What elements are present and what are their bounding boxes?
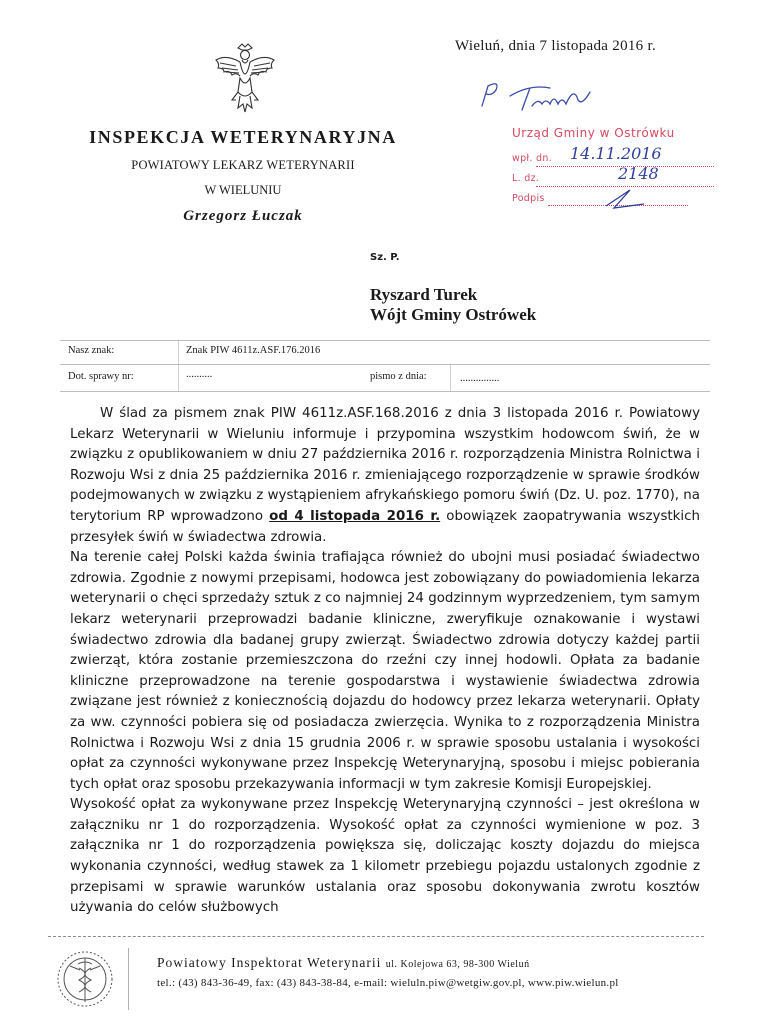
place-date: Wieluń, dnia 7 listopada 2016 r.: [455, 38, 657, 54]
case-number-value: ..........: [186, 369, 213, 380]
body-paragraph-2: Na terenie całej Polski każda świnia trafiająca również do ubojni musi posiadać świadectwo zdrowia. Zgodnie z nowymi przepisami, hodowca jest zobowiązany do powiadomienia lekarza weterynarii o chęci sprzedaży sztuk z co najmniej 24 godzinnym wyprzedzeniem, tym samym lekarz weterynarii przeprowadzi badanie kliniczne, zweryfikuje oznakowanie i wystawi świadectwo zdrowia dla badanej grupy zwierząt. Świadectwo zdrowia dotyczy każdej partii zwierząt, która zostanie przemieszczona do rzeźni czy innej hodowli. Opłata za badanie kliniczne przeprowadzone na terenie gospodarstwa i wystawienie świadectwa zdrowia związane jest również z koniecznością dojazdu do hodowcy przez lekarza weterynarii. Opłaty za ww. czynności pobiera się od posiadacza zwierzęcia. Wynika to z rozporządzenia Ministra Rolnictwa i Rozwoju Wsi z dnia 15 grudnia 2006 r. w sprawie sposobu ustalania i wysokości opłat za czynności wykonywane przez Inspekcję Weterynaryjną, sposobu i miejsc pobierania tych opłat oraz sposobu przekazywania informacji w tym zakresie Komisji Europejskiej.: [70, 550, 700, 792]
officer-name: Grzegorz Łuczak: [183, 208, 303, 224]
letter-date-label: pismo z dnia:: [370, 371, 427, 382]
recipient-salutation: Sz. P.: [370, 252, 400, 263]
reference-divider-bottom: [60, 391, 710, 392]
eagle-emblem-icon: [212, 42, 278, 114]
body-p1-text: W ślad za pismem znak PIW 4611z.ASF.168.2016 z dnia 3 listopada 2016 r. Powiatowy Lekarz Weterynarii w Wieluniu informuje i przypomina wszystkim hodowcom świń, że w związku z opublikowaniem w dniu 27 października 2016 r. rozporządzenia Ministra Rolnictwa i Rozwoju Wsi z dnia 25 października 2016 r. zmieniającego rozporządzenie w sprawie środków podejmowanych w związku z wystąpieniem afrykańskiego pomoru świń (Dz. U. poz. 1770), na terytorium RP wprowadzono: [70, 406, 700, 524]
handwritten-signature-icon: [470, 76, 610, 116]
footer-divider: [48, 936, 704, 937]
footer-contact: tel.: (43) 843-36-49, fax: (43) 843-38-84, e-mail: wieluln.piw@wetgiw.gov.pl, www.piw.wielun.pl: [157, 977, 619, 989]
body-p1-end: obowiązek zaopatrywania wszystkich przesyłek świń w świadectwa zdrowia.: [70, 508, 700, 545]
footer-address: ul. Kolejowa 63, 98-300 Wieluń: [385, 959, 530, 970]
registry-stamp: [508, 126, 720, 216]
stamp-initials-icon: [600, 186, 650, 212]
stamp-number-value: 2148: [618, 164, 659, 183]
reference-divider-mid: [60, 364, 710, 365]
our-ref-label: Nasz znak:: [68, 345, 115, 356]
footer-org-name: Powiatowy Inspektorat Weterynarii: [157, 955, 382, 970]
letter-body: [70, 404, 700, 919]
reference-divider-v1: [178, 341, 179, 391]
recipient-title: Wójt Gminy Ostrówek: [370, 305, 537, 324]
stamp-signature-label: Podpis: [512, 193, 545, 204]
stamp-number-label: L. dz.: [512, 173, 540, 184]
body-p1-emphasis: od 4 listopada 2016 r.: [269, 508, 441, 524]
veterinary-caduceus-icon: [52, 948, 118, 1010]
letter-date-value: ...............: [460, 373, 500, 384]
case-number-label: Dot. sprawy nr:: [68, 371, 134, 382]
our-ref-value: Znak PIW 4611z.ASF.176.2016: [186, 345, 321, 356]
body-paragraph-3: Wysokość opłat za wykonywane przez Inspekcję Weterynaryjną czynności – jest określona w załączniku nr 1 do rozporządzenia. Wysokość opłat za czynności wymienione w poz. 3 załącznika nr 1 do rozporządzenia powiększa się, doliczając koszty dojazdu do miejsca wykonania czynności, według stawek za 1 kilometr przebiegu pojazdu ustalonych zgodnie z przepisami w sprawie warunków ustalania oraz sposobu dokonywania zwrotu kosztów używania do celów służbowych: [70, 797, 700, 916]
reference-divider-top: [60, 340, 710, 341]
recipient-name: Ryszard Turek: [370, 285, 478, 304]
institution-name: INSPEKCJA WETERYNARYJNA: [89, 127, 397, 147]
reference-divider-v2: [450, 365, 451, 391]
footer-org-line: [157, 955, 530, 971]
body-paragraph-1: [70, 404, 700, 548]
office-name: POWIATOWY LEKARZ WETERYNARII: [131, 158, 355, 172]
stamp-received-value: 14.11.2016: [570, 144, 662, 163]
stamp-title: Urząd Gminy w Ostrówku: [512, 126, 675, 140]
office-city: W WIELUNIU: [204, 183, 282, 197]
stamp-received-label: wpł. dn.: [512, 153, 553, 164]
footer-vertical-divider: [128, 948, 129, 1010]
